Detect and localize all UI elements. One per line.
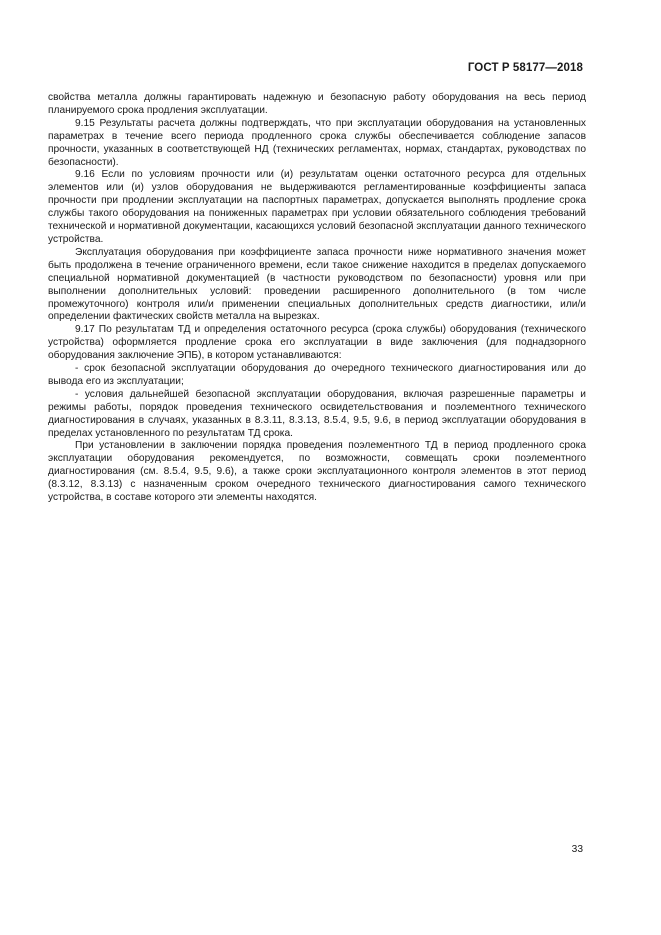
document-body [48,92,586,505]
paragraph-9-15: 9.15 Результаты расчета должны подтверждать, что при эксплуатации оборудования на установленных параметрах в течение всего периода продленного срока службы обеспечивается соблюдение запасов прочности, указанных в соответствующей НД (технических регламентах, нормах, стандартах, руководствах по безопасности). [48,117,586,168]
paragraph-continuation: свойства металла должны гарантировать надежную и безопасную работу оборудования на весь период планируемого срока продления эксплуатации. [48,92,586,116]
page-number: 33 [571,844,583,855]
paragraph-9-17: 9.17 По результатам ТД и определения остаточного ресурса (срока службы) оборудования (технического устройства) оформляется продление срока его эксплуатации в виде заключения (для поднадзорного оборудования заключение ЭПБ), в котором устанавливаются: [48,324,586,362]
paragraph-element-diagnostics: При установлении в заключении порядка проведения поэлементного ТД в период продленного срока эксплуатации оборудования рекомендуется, по возможности, совмещать сроки поэлементного диагностирования (см. 8.5.4, 9.5, 9.6), а также сроки эксплуатационного контроля элементов в этот период (8.3.12, 8.3.13) с назначенным сроком очередного технического диагностирования самого технического устройства, в составе которого эти элементы находятся. [48,440,586,504]
list-item-conditions: - условия дальнейшей безопасной эксплуатации оборудования, включая разрешенные параметры и режимы работы, порядок проведения технического освидетельствования и поэлементного технического диагностирования в случаях, указанных в 8.3.11, 8.3.13, 8.5.4, 9.5, 9.6, в период эксплуатации оборудования в пределах установленного по результатам ТД срока. [48,388,586,439]
paragraph-reduced-margin: Эксплуатация оборудования при коэффициенте запаса прочности ниже нормативного значения может быть продолжена в течение ограниченного времени, если такое снижение находится в пределах допускаемого специальной нормативной документацией (в частности руководством по безопасности) уровня или при выполнении дополнительных условий: проведении расширенного дополнительного (в том числе промежуточного) контроля или/и применении специальных дополнительных средств диагностики, или/и определении фактических свойств металла на вырезках. [48,246,586,323]
paragraph-9-16: 9.16 Если по условиям прочности или (и) результатам оценки остаточного ресурса для отдельных элементов или (и) узлов оборудования не выдерживаются регламентированные коэффициенты запаса прочности при продлении эксплуатации на паспортных параметрах, допускается выполнять продление срока службы такого оборудования на пониженных параметрах при условии обязательного соблюдения требований технической и нормативной документации, касающихся условий безопасной эксплуатации данного технического устройства. [48,169,586,245]
list-item-safe-period: - срок безопасной эксплуатации оборудования до очередного технического диагностирования или до вывода его из эксплуатации; [48,363,586,387]
standard-code: ГОСТ Р 58177—2018 [467,62,583,74]
